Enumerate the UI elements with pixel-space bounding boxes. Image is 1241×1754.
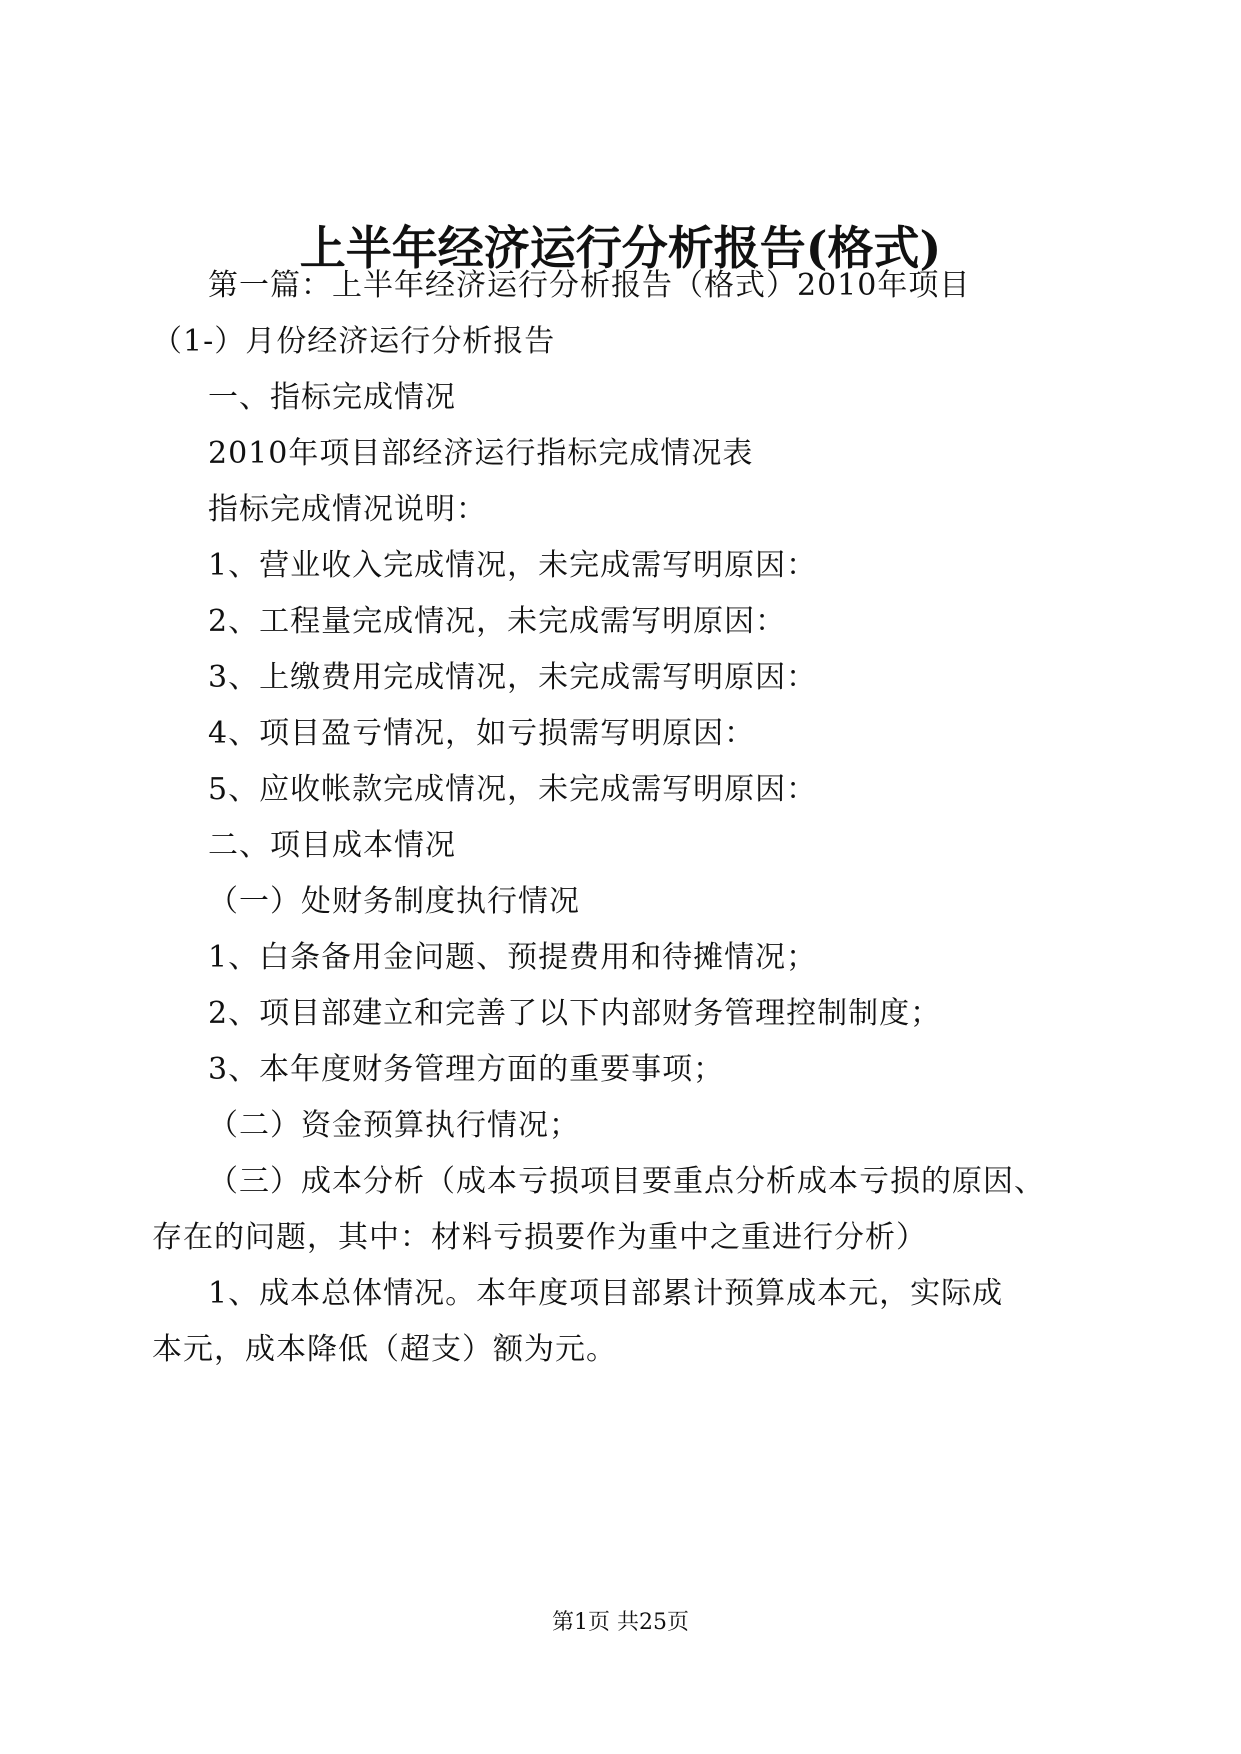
paragraph-line: 存在的问题，其中：材料亏损要作为重中之重进行分析） <box>152 1220 927 1255</box>
page-number-footer: 第1页 共25页 <box>552 1610 689 1635</box>
list-item: 1、白条备用金问题、预提费用和待摊情况； <box>208 940 818 975</box>
list-item: 1、营业收入完成情况，未完成需写明原因： <box>208 548 818 583</box>
document-title: 上半年经济运行分析报告(格式) <box>299 221 942 275</box>
subsection-heading: （一）处财务制度执行情况 <box>208 884 580 919</box>
paragraph-line: 本元，成本降低（超支）额为元。 <box>152 1332 617 1367</box>
list-item: 3、上缴费用完成情况，未完成需写明原因： <box>208 660 818 695</box>
list-item: 4、项目盈亏情况，如亏损需写明原因： <box>208 716 756 751</box>
list-item: 3、本年度财务管理方面的重要事项； <box>208 1052 725 1087</box>
list-item: 2、项目部建立和完善了以下内部财务管理控制制度； <box>208 996 942 1031</box>
subsection-heading: （三）成本分析（成本亏损项目要重点分析成本亏损的原因、 <box>208 1164 1045 1199</box>
list-item: 2、工程量完成情况，未完成需写明原因： <box>208 604 787 639</box>
subsection-heading: （二）资金预算执行情况； <box>208 1108 580 1143</box>
paragraph-line: 2010年项目部经济运行指标完成情况表 <box>208 436 754 471</box>
section-heading: 二、项目成本情况 <box>208 828 456 863</box>
paragraph-line: 第一篇：上半年经济运行分析报告（格式）2010年项目 <box>208 268 971 303</box>
list-item: 5、应收帐款完成情况，未完成需写明原因： <box>208 772 818 807</box>
paragraph-line: （1-）月份经济运行分析报告 <box>152 324 556 359</box>
paragraph-line: 指标完成情况说明： <box>208 492 487 527</box>
list-item: 1、成本总体情况。本年度项目部累计预算成本元，实际成 <box>208 1276 1004 1311</box>
section-heading: 一、指标完成情况 <box>208 380 456 415</box>
